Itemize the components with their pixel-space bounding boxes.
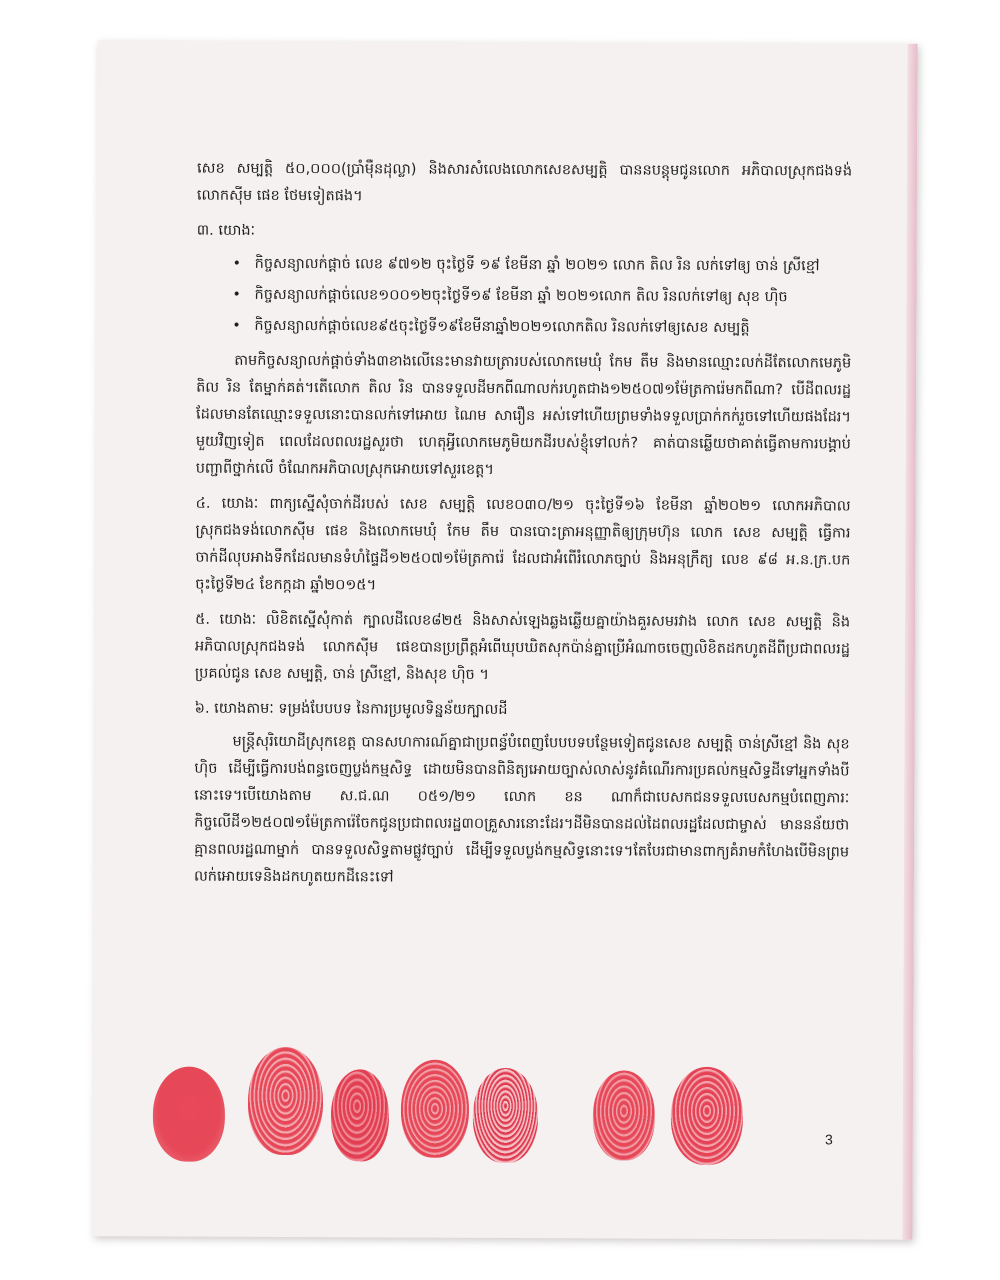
document-page	[92, 40, 917, 1240]
section-3-body: តាមកិច្ចសន្យាលក់ផ្តាច់ទាំង៣ខាងលើនេះមានវាយត្រារបស់លោកមេឃុំ កែម តឹម និងមានឈ្មោះលក់ដីតែលោកមេភូមិ តិល រិន តែម្នាក់គត់។តើលោក តិល រិន បានទទួលដីមកពីណាលក់រហូតជាង១២៥០៧១ម៉ែត្រការ៉េមកពីណា? បើដីពលរដ្ឋដែលមានតែឈ្មោះទទួលនោះបានលក់ទៅអោយ ណៃម សារឿន អស់ទៅហើយព្រមទាំងទទួលប្រាក់កក់រួចទៅហើយផងដែរ។ មួយវិញទៀត ពេលដែលពលរដ្ឋសួរថា ហេតុអ្វីលោកមេភូមិយកដីរបស់ខ្ញុំទៅលក់? គាត់បានឆ្លើយថាគាត់ធ្វើតាមការបង្គាប់បញ្ជាពីថ្នាក់លើ ចំណែកអភិបាលស្រុកអោយទៅសួរខេត្ត។	[195, 352, 852, 478]
list-item: • កិច្ចសន្យាលក់ផ្តាច់លេខ១០០១២ចុះថ្ងៃទី១៩ ខែមីនា ឆ្នាំ ២០២១លោក តិល រិនលក់ទៅឲ្យ សុខ ហ៊ិច	[254, 282, 851, 312]
fingerprint-stamp	[593, 1070, 655, 1160]
page-edge-tint	[902, 44, 917, 1240]
page-number: 3	[824, 1131, 833, 1148]
bullet-icon: •	[232, 286, 241, 303]
list-item: • កិច្ចសន្យាលក់ផ្តាច់ លេខ ៩៧១២ ចុះថ្ងៃទី ១៩ ខែមីនា ឆ្នាំ ២០២១ លោក តិល រិន លក់ទៅឲ្យ ចាន់ ស្រីខ្មៅ	[255, 251, 852, 281]
fingerprint-stamp	[331, 1069, 389, 1161]
fingerprint-row	[153, 1046, 794, 1184]
section-5-paragraph: ៥. យោងៈ លិខិតស្នើសុំកាត់ ក្បាលដីលេខ៨២៥ និងសាស់ឡេងឆ្លងឆ្លើយគ្នាយ៉ាងគួរសមរវាង លោក សេខ សម្បត្តិ និងអភិបាលស្រុកជងទង់ លោកស៊ីម ផេខបានប្រព្រឹត្តអំពើឃុបឃិតសុកប៉ាន់គ្នាប្រើអំណាចចេញលិខិតដកហូតដីពីប្រជាពលរដ្ឋប្រគល់ជូន សេខ សម្បត្តិ, ចាន់ ស្រីខ្មៅ, និងសុខ ហ៊ិច ។	[194, 611, 851, 683]
fingerprint-stamp	[473, 1068, 538, 1163]
fingerprint-stamp	[248, 1047, 323, 1155]
section-3-list	[196, 251, 851, 343]
document-body	[194, 156, 852, 902]
section-6-heading: ៦. យោងតាមៈ ទម្រង់បែបបទ នៃការប្រមូលទិន្នន័យក្បាលដី	[194, 700, 508, 719]
section-3-heading: ៣. យោងៈ	[196, 222, 256, 239]
bullet-icon: •	[232, 317, 241, 334]
bullet-icon: •	[232, 255, 241, 272]
fingerprint-stamp	[153, 1066, 225, 1161]
fingerprint-stamp	[401, 1060, 469, 1158]
section-6-body: មន្ត្រីសុរិយោដីស្រុកខេត្ត បានសហការណ៍គ្នាជាប្រពន្ធ័បំពេញបែបបទបន្ថែមទៀតជូនសេខ សម្បត្តិ ចាន់ស្រីខ្មៅ និង សុខ ហ៊ិច ដើម្បីធ្វើការបង់ពន្ធចេញប្លង់កម្មសិទ្ធ ដោយមិនបានពិនិត្យអោយច្បាស់លាស់នូវគំណើរការប្រគល់កម្មសិទ្ធដីទៅអ្នកទាំងបីនោះទេ។បើយោងតាម ស.ជ.ណ ០៥១/២១ លោក ខន ណាក៏ជាបេសកជនទទួលបេសកម្មបំពេញភារៈកិច្ចលើដី១២៥០៧១ម៉ែត្រការ៉េចែកជូនប្រជាពលរដ្ឋ៣០គ្រួសារនោះដែរ។ដីមិនបានដល់ដៃពលរដ្ឋដែលជាម្ចាស់ មាននន័យថាគ្មានពលរដ្ឋណាម្នាក់ បានទទួលសិទ្ធតាមផ្លូវច្បាប់ ដើម្បីទទួលប្លង់កម្មសិទ្ធនោះទេ។តែបែរជាមានពាក្យគំរាមកំហែងបើមិនព្រមលក់អោយទេនិងដកហូតយកដីនេះទៅ	[193, 733, 850, 886]
list-item: • កិច្ចសន្យាលក់ផ្តាច់លេខ៩៥ចុះថ្ងៃទី១៩ខែមីនាឆ្នាំ២០២១លោកតិល រិនលក់ទៅឲ្យសេខ សម្បត្តិ	[254, 313, 851, 343]
intro-paragraph: សេខ សម្បត្តិ ៥០,០០០(ប្រាំម៉ឺនដុល្លា) និងសារសំលេងលោកសេខសម្បត្តិ បាននបន្តុមជូនលោក អភិបាលស្រុកជងទង់ លោកស៊ីម ផេខ ថែមទៀតផង។	[196, 160, 853, 205]
fingerprint-stamp	[671, 1067, 743, 1165]
section-4-paragraph: ៤. យោងៈ ពាក្យស្នើសុំចាក់ដីរបស់ សេខ សម្បត្តិ លេខ០៣០/២១ ចុះថ្ងៃទី១៦ ខែមីនា ឆ្នាំ២០២១ លោកអភិបាលស្រុកជងទង់លោកស៊ីម ផេខ និងលោកមេឃុំ កែម តឹម បានបោះត្រាអនុញ្ញាតិឲ្យក្រុមហ៊ុន លោក សេខ សម្បត្តិ ធ្វើការចាក់ដីលុបអាងទឹកដែលមានទំហំផ្ទៃដី១២៥០៧១ម៉ែត្រការ៉េ ដែលជាអំពើរំលោភច្បាប់ និងអនុក្រឹត្យ លេខ ៩៨ អ.ន.ក្រ.បក ចុះថ្ងៃទី២៤ ខែកក្កដា ឆ្នាំ២០១៥។	[195, 495, 851, 594]
